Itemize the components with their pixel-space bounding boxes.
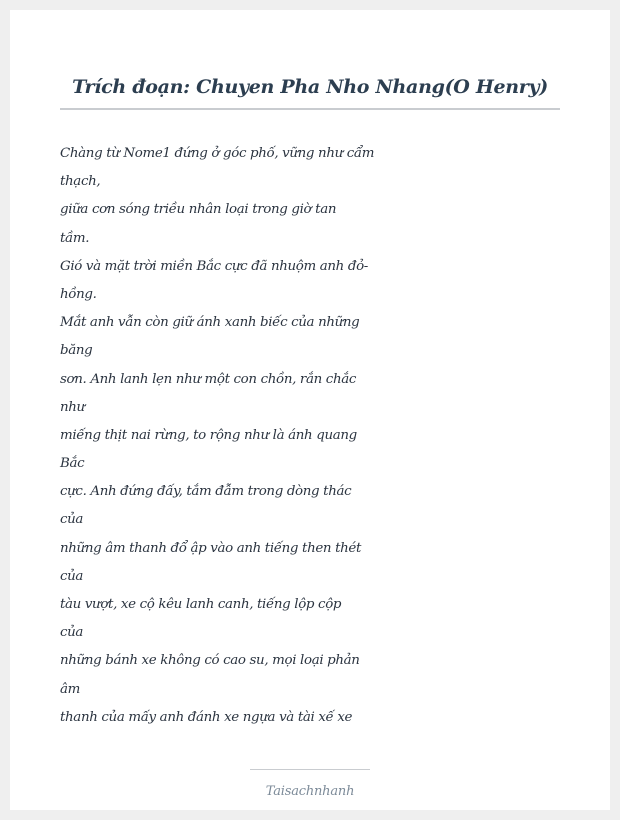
text-line: những bánh xe không có cao su, mọi loại phản bbox=[60, 653, 360, 669]
text-line: Gió và mặt trời miền Bắc cực đã nhuộm anh đỏ- bbox=[60, 258, 368, 274]
text-line: thạch, bbox=[60, 174, 101, 190]
text-line: miếng thịt nai rừng, to rộng như là ánh quang bbox=[60, 427, 357, 443]
footer-source: Taisachnhanh bbox=[265, 784, 355, 799]
text-line: tầm. bbox=[60, 230, 90, 246]
text-line: âm bbox=[60, 681, 80, 697]
text-line: giữa cơn sóng triều nhân loại trong giờ tan bbox=[60, 202, 337, 218]
text-line: băng bbox=[60, 343, 93, 359]
text-line: của bbox=[60, 512, 84, 528]
text-line: cực. Anh đứng đấy, tắm đẫm trong dòng thác bbox=[60, 484, 352, 500]
text-line: tàu vượt, xe cộ kêu lanh canh, tiếng lộp cộp bbox=[60, 597, 342, 612]
text-line: Bắc bbox=[60, 456, 85, 472]
text-line: hồng. bbox=[60, 286, 97, 302]
title-divider bbox=[60, 108, 560, 110]
footer-divider bbox=[250, 769, 370, 770]
text-line: của bbox=[60, 625, 84, 641]
excerpt-body bbox=[60, 140, 380, 732]
text-line: thanh của mấy anh đánh xe ngựa và tài xế xe bbox=[60, 709, 353, 725]
text-line: Mắt anh vẫn còn giữ ánh xanh biếc của những bbox=[60, 315, 360, 331]
text-line: sơn. Anh lanh lẹn như một con chồn, rắn chắc bbox=[60, 371, 356, 387]
page-title: Trích đoạn: Chuyen Pha Nho Nhang(O Henry) bbox=[72, 76, 548, 98]
text-line: Chàng từ Nome1 đứng ở góc phố, vững như cẩm bbox=[60, 146, 375, 161]
book-page bbox=[10, 10, 610, 810]
text-line: của bbox=[60, 568, 84, 584]
text-line: những âm thanh đổ ập vào anh tiếng then thét bbox=[60, 540, 362, 556]
text-line: như bbox=[60, 399, 85, 415]
